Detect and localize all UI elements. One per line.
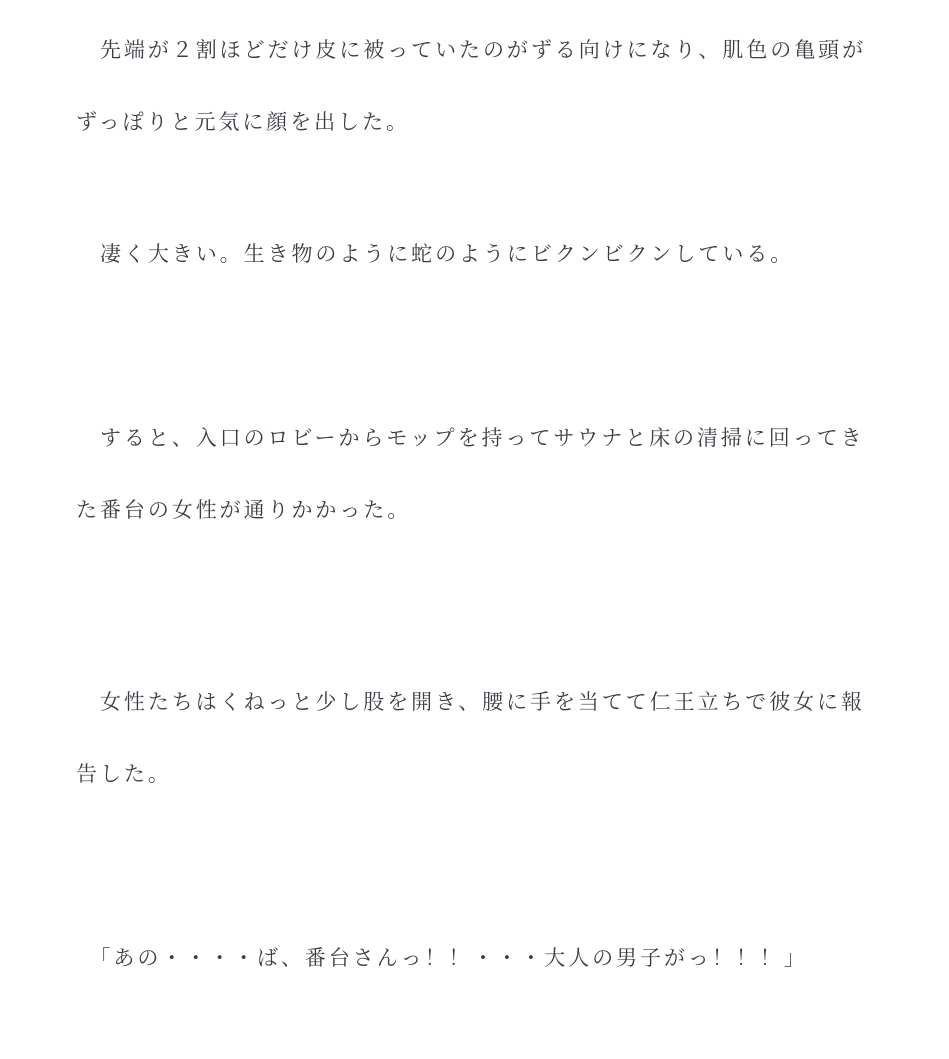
paragraph-spacer: [76, 158, 873, 218]
paragraph-spacer: [76, 810, 873, 922]
paragraph-spacer: [76, 290, 873, 402]
paragraph-1: 先端が２割ほどだけ皮に被っていたのがずる向けになり、肌色の亀頭がずっぽりと元気に顔を出した。: [76, 38, 867, 134]
paragraph-3: すると、入口のロビーからモップを持ってサウナと床の清掃に回ってきた番台の女性が通りかかった。: [76, 426, 865, 522]
paragraph-5: 「あの・・・・ば、番台さんっ！！・・・大人の男子がっ！！！」: [76, 946, 808, 970]
paragraph-spacer: [76, 546, 873, 666]
paragraph-4: 女性たちはくねっと少し股を開き、腰に手を当てて仁王立ちで彼女に報告した。: [76, 690, 865, 786]
paragraph-2: 凄く大きい。生き物のように蛇のようにビクンビクンしている。: [76, 242, 795, 266]
